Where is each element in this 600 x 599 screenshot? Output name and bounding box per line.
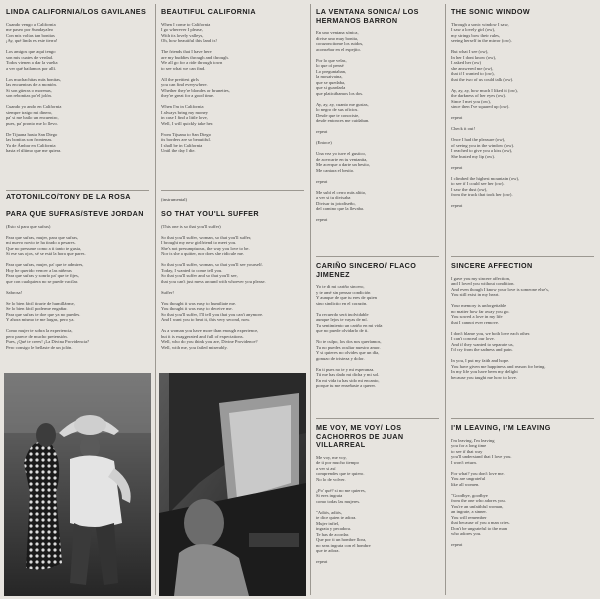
song-so-that-youll-suffer [161,210,304,350]
song-title: SINCERE AFFECTION [451,261,533,270]
song-title: THE SONIC WINDOW [451,7,531,16]
song-lyrics: (This one is so that you'll suffer) So that you'll suffer, woman, so that you'll suffer, I brought my new girlfriend to meet you. She's not presumptuous, the way you love to be. Nor is she a quitter, nor does she ridicule me. So that you'll suffer, woman, so that you'll see yourself. Today, I wanted to come tell you. So that you'll suffer and so that you'll see, that you can't just mess around with whoever you please. Suffer! You thought it was easy to humiliate me. You thought it was easy to deceive me. So that you'll suffer, I'll tell you that you can't anymore. And I want you to beat it, this very second, now. As a woman you have more than enough experience, but it is exaggerated and full of expectations. Well, who do you think you are, Divine Providence? Well, with me, you failed miserably. [161,223,266,350]
section-divider [451,418,594,419]
song-para-que-sufras [6,210,149,350]
section-divider [316,256,439,257]
song-carino-sincero [316,262,439,389]
song-me-voy-me-voy [316,424,439,565]
section-divider [6,190,149,191]
song-instrumental [161,192,304,203]
section-divider [316,418,439,419]
song-atotonilco [6,193,149,202]
song-lyrics: I gave you my sincere affection, and I loved you without condition. And even though I know your love is someone else's, You still exist in my heart. Your memory is unforgettable no matter how far away you go. You sowed a love in my life that I cannot ever remove. I don't blame you, we both love each other. I can't conceal our love. And if they wanted to separate us, I'd cry from the sadness and pain. In you, I put my faith and hope. You have given me happiness and reason for being. In my life you have been my delight because you taught me how to love. [451,275,550,380]
song-lyrics: En uno ventana sónica, divise uno muy bonita, corazoncitome los ruidos, aconsebar en el espejito. Por lo que velas, lo que oí pensé Lo preguntaban, la mosaivaina, que se quedaba, que si guardarla que platicábamos los dos. Ay, ay, ay, cuanto me gustas, lo negro de sus oficios. Desde que te conociste, desde entonces me cuidaban. repeat (Entoce) Una vez yo tuve el gustico, de acercarte en tu ventanita, Me acerque a darte un besito, Me cantara el besito. repeat Me subí el cerro más altito, a ver si tu divisaba Divisar tu jotodiseño, del camino que la llevaba. repeat [316,30,371,222]
song-title: BEAUTIFUL CALIFORNIA [161,7,256,16]
song-lyrics: Through a sonic window I saw, I saw a lovely girl (ow), my strings bow their rules, seeing herself in the mirror (ow). But what I see (ow), In her I dont know (ow), I asked her (ow) she answered me (ow), that if I wanted to (ow), that the two of us could talk (ow). Ay, ay, ay, how much I liked it (ow), the darkness of her eyes (ow). Since I met you (ow), since then I've squared up (ow). repeat Check it out! Once I had the pleasure (ow), of seeing you in the window (ow). I reached to give you a kiss (ow), She busted my lip (ow). repeat I climbed the highest mountain (ow), to see if I could see her (ow). I saw the dust (ow), from the truck that took her (ow). repeat [451,21,520,208]
section-divider [451,256,594,257]
column-4 [445,0,600,599]
song-title: ME VOY, ME VOY/ LOS CACHORROS DE JUAN VILLARREAL [316,423,404,449]
song-lyrics: (Esto sí para que sufras) Para que sufras, mujer, para que sufras, mi nuevo novio te ha tirado a pesares. Que no presume como a ti tanto te gusta, Si ese sus ojos, sé se está la hora que pares. Para que sufras, mujer, pa' que te admires, Hoy he querido vencer a las niñeras Para que sufras y sonrío pa' que te fijes, que con cualquiera no se puede vacilar. Sabrosa! Se lo bien fácil tirarte de humillárme, Se lo bien fácil poderme engañar. Para que sufras te doe que ya no puedes. Y ahora mismo te me largas, pero ya. Como mujer te sobra la experiencia, pero parece de mucho pretensión. Pues, ¡Qué te crees! ¡La Divina Providencia? Pero consigo le bellaste de un jolón. [6,223,90,350]
song-title: LINDA CALIFORNIA/LOS GAVILANES [6,7,147,16]
song-title: CARIÑO SINCERO/ FLACO JIMENEZ [316,261,417,279]
song-title: LA VENTANA SONICA/ LOS HERMANOS BARRON [316,7,419,25]
song-la-ventana-sonica [316,8,439,223]
song-title: SO THAT YOU'LL SUFFER [161,209,259,218]
song-title: ATOTONILCO/TONY DE LA ROSA [6,192,131,201]
song-lyrics: Yo te di mi cariño sincero, y te amé sin pensar condición Y aunque de que tu eres de quien sino sindictio en el corazón. Tu recuerdo será inolvidable aunque lejos te vayas de mí. Tu sentimiento un cariño en mi vida que no puede olvidarlo de ti. No te culpo, los dos nos queríamos, Tu no puedes ocultar nuestro amor. Y si quieres no olvides que un día, gonuzo de tristeza y dolor. En ti pues no te y mi esperanza. Tú me has dado mi dicha y mi sol. En mi vida tu has sido mi encanto, porque tu me enseñaste a querer. [316,284,383,388]
song-lyrics: I'm leaving, I'm leaving you for a long time to see if that way you'll understand that I love you. I won't return. For what? you don't love me. You are ungrateful like all women. "Goodbye, goodbye from the one who adores you. You're an unfaithful woman, an ingrate, a sinner. You will remember that because of you a man cries. Don't be ungrateful to the man who adores you. repeat [451,437,512,547]
section-divider [161,190,304,191]
song-im-leaving [451,424,594,548]
song-lyrics: Cuando vengo a California me paseo por Sundayaleo Con mis voltas tan bonitas ¡Ay, qué linda es este tierra! Los amigos que aquí tengo son mis cuates de verdad. Todos vienen a dar la vuelta a ver qué bailamos por allí. Los muchachitas más bonitas, las encuentras de a montón. Si son güeras o morenas, son rebonitas po'el jolón. Cuando yo ando en California siempre traigo mi dinero, pa' si me bailo un encuentro, pues, pa' pronto me lo llevo. De Tijuana hasta San Diego las bonitas son frontenas. Ya de Ámbar en California hasta el último que me quiera. [6,21,62,153]
photo-man-in-vehicle [159,373,306,596]
song-title: PARA QUE SUFRAS/STEVE JORDAN [6,209,144,218]
photo-dancing-couple [4,373,151,596]
song-lyrics: (instrumental) [161,197,188,202]
song-lyrics: When I come to California I go wherever I please, With its lovely valleys, Oh, how beautiful this land is! The friends that I have here are my buddies through and through. We all go for a ride through town to see what we can find. All the prettiest girls you can find everywhere. Whether they're blondes or brunettes, they're great for a good time. When I'm in California I always bring my money in case I find a little love, Well, I will quickly take her. From Tijuana to San Diego its borders are so beautiful. I shall be in California Until the day I die. [161,21,230,153]
song-lyrics: Me voy, me voy, de ti por mucho tiempo a ver si así comprendes que te quiero. No lo de volver. ¿Po' qué? si no me quieres, Si eres ingrata como todas las mujeres. "Adiós, adiós, te dice quien te adora. Mujer infiel, ingrata y pecadora. Te has de acordar. Que por ti un hombre llora, no seas ingrata con el hombre que te adora. repeat [316,454,371,564]
song-linda-california [6,8,149,154]
song-sincere-affection [451,262,594,380]
song-title: I'M LEAVING, I'M LEAVING [451,423,551,432]
column-3 [310,0,445,599]
song-beautiful-california [161,8,304,154]
song-the-sonic-window [451,8,594,209]
